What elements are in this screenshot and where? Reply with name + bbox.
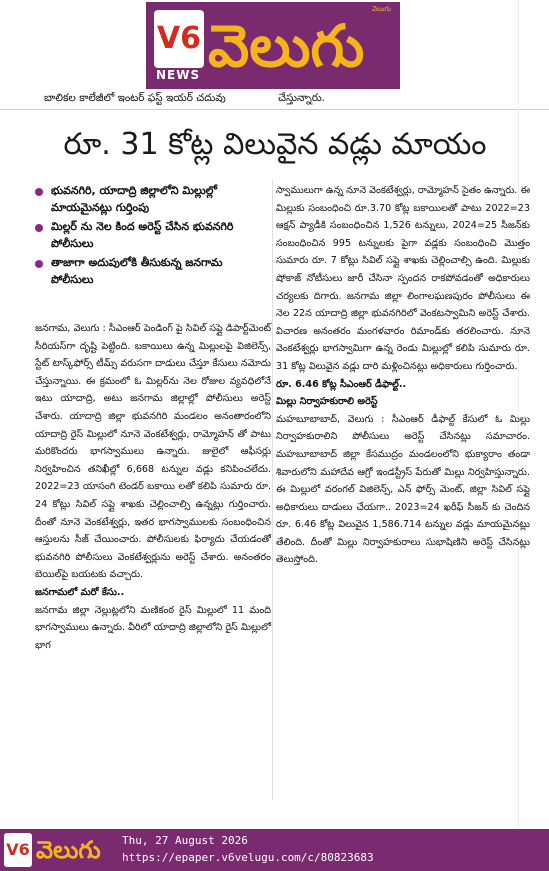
v6-logo-mark: V6	[154, 10, 204, 68]
news-label: NEWS	[156, 68, 201, 82]
article-headline: రూ. 31 కోట్ల విలువైన వడ్లు మాయం	[63, 127, 487, 162]
article-body-paragraph: జనగామ, వెలుగు : సీఎంఆర్ పెండింగ్ పై సివిల్ సప్లై డిపార్ట్‌మెంట్ సీరియస్‌గా దృష్టి పెట్టింది. బకాయిలు ఉన్న మిల్లులపై విజిలెన్స్, స్టేట్ టాస్క్‌ఫోర్స్ టీమ్స్ వరుసగా దాడులు చేస్తూ కేసులు నమోదు చేస్తున్నాయి. ఈ క్రమంలో ఓ మిల్లర్‌ను నెల రోజుల వ్యవధిలోనే ఇటు యాదాద్రి, అటు జనగామ జిల్లాల్లో పోలీసులు అరెస్ట్ చేశారు. యాదాద్రి జిల్లా భువనగిరి మండలం అనంతారంలోని యాదాద్రి రైస్ మిల్లులో నూనె వెంకటేశ్వర్లు, రామ్మోహన్ తో పాటు మరికొందరు భాగస్వాములు ఉన్నారు. జులైలో ఆఫీసర్లు నిర్వహించిన తనిఖీల్లో 6,668 టన్నుల వడ్లు కనిపించలేదు. 2022=23 యాసంగి టెండర్ బకాయి లతో కలిపి సుమారు రూ. 24 కోట్లు సివిల్ సప్లై శాఖకు చెల్లించాల్సి ఉన్నట్లు గుర్తించారు. దీంతో నూనె వెంకటేశ్వర్లు, ఇతర భాగస్వాములకు సంబంధించిన ఆస్తులను సీజ్ చేయించారు. పోలీసులకు ఫిర్యాదు చేయడంతో భువనగిరి పోలీసులు వెంకటేశ్వర్లును అరెస్ట్ చేశారు. అనంతరం బెయిల్‌పై బయటకు వచ్చారు.	[35, 323, 271, 581]
highlight-text: భువనగిరి, యాదాద్రి జిల్లాలోని మిల్లుల్లో మాయమైనట్లు గుర్తింపు	[51, 184, 217, 214]
highlight-item	[35, 254, 271, 288]
bullet-dot-icon	[35, 188, 43, 196]
article-body-paragraph: మహబూబాబాద్, వెలుగు : సీఎంఆర్ డీఫాల్ట్ కేసులో ఓ మిల్లు నిర్వాహకురాలిని పోలీసులు అరెస్ట్ చేసినట్లు సమాచారం. మహబూబాబాద్ జిల్లా కేసముద్రం మండలంలోని భుక్యారాం తండా శివారులోని మహాదేవ ఆగ్రో ఇండస్ట్రీస్ పేరుతో మిల్లు నిర్వహిస్తున్నారు. ఈ మిల్లులో వరంగల్ విజిలెన్స్, ఎన్ ఫోర్స్ మెంట్, జిల్లా సివిల్ సప్లై అధికారులు దాడులు చేయగా.. 2023=24 ఖరీఫ్ సీజన్ కు చెందిన రూ. 6.46 కోట్ల విలువైన 1,586.714 టన్నుల వడ్లు మాయమైనట్లు తేలింది. దీంతో మిల్లు నిర్వాహకురాలు సుభాషిణిని అరెస్ట్ చేసినట్లు తెలుస్తోంది.	[276, 413, 530, 566]
section-subhead: జనగామలో మరో కేసు..	[35, 586, 125, 598]
article-left-column	[35, 182, 271, 654]
bullet-dot-icon	[35, 224, 43, 232]
section-subhead: రూ. 6.46 కోట్ల సీఎంఆర్ డీఫాల్ట్..	[276, 378, 407, 390]
footer-logo[interactable]	[4, 833, 108, 867]
strip-right-text: చేస్తున్నారు.	[278, 92, 325, 104]
masthead	[0, 0, 549, 92]
epaper-footer	[0, 829, 549, 871]
footer-date: Thu, 27 August 2026	[122, 834, 248, 847]
article-body-paragraph: జనగామ జిల్లా నెల్లుట్లలోని మణికంఠ రైస్ మిల్లులో 11 మంది భాగస్వాములు ఉన్నారు. వీరిలో యాదాద్రి జిల్లాలోని రైస్ మిల్లులో భాగ	[35, 604, 271, 651]
strip-left-text: బాలికల కాలేజీలో ఇంటర్ ఫస్ట్ ఇయర్ చదువు	[44, 92, 226, 104]
section-subhead: మిల్లు నిర్వాహకురాలి అరెస్ట్	[276, 396, 378, 408]
highlight-text: మిల్లర్ ను నెల కింద అరెస్ట్ చేసిన భువనగిరి పోలీసులు	[51, 220, 234, 250]
highlight-text: తాజాగా అదుపులోకి తీసుకున్న జనగామ పోలీసులు	[51, 256, 223, 286]
highlight-item	[35, 218, 271, 252]
v6-velugu-logo[interactable]	[146, 2, 400, 89]
highlight-item	[35, 182, 271, 216]
bullet-dot-icon	[35, 260, 43, 268]
article-right-column	[276, 182, 530, 569]
previous-article-strip	[0, 90, 549, 110]
strip-divider	[0, 109, 549, 110]
logo-tagline: వెలుగు	[372, 5, 391, 13]
column-divider	[272, 180, 273, 800]
footer-wordmark: వెలుగు	[36, 836, 101, 864]
article-body-paragraph: స్వాములుగా ఉన్న నూనె వెంకటేశ్వర్లు, రామ్మోహన్ సైతం ఉన్నారు. ఈ మిల్లుకు సంబంధించి రూ.3.70 కోట్ల బకాయిలతో పాటు 2022=23 ఆక్షన్ ప్యాడీకి సంబంధించిన 1,526 టన్నులు, 2024=25 సీజన్‌కు సంబంధించిన 995 టన్నులకు పైగా వడ్లకు సంబంధించి మొత్తం సుమారు రూ. 7 కోట్లు సివిల్ సప్లై శాఖకు చెల్లించాల్సి ఉంది. మిల్లుకు షోకాజ్ నోటీసులు జారీ చేసినా స్పందన రాకపోవడంతో అధికారులు చర్యలకు దిగారు. జనగామ జిల్లా లింగాలఘణపురం పోలీసులు ఈ నెల 22న యాదాద్రి జిల్లా భువనగిరిలో వెంకటస్వామిని అరెస్ట్ చేశారు. విచారణ అనంతరం మంగళవారం రిమాండ్‌కు తరలించారు. నూనె వెంకటేశ్వర్లు భాగస్వామిగా ఉన్న రెండు మిల్లుల్లో కలిపి సుమారు రూ. 31 కోట్ల విలువైన వడ్లు దారి మళ్లించినట్లు అధికారులు గుర్తించారు.	[276, 185, 530, 372]
footer-v6-mark: V6	[4, 833, 32, 867]
velugu-wordmark: వెలుగు	[208, 12, 365, 80]
highlights-list	[35, 182, 271, 320]
footer-url-link[interactable]: https://epaper.v6velugu.com/c/80823683	[122, 851, 374, 864]
